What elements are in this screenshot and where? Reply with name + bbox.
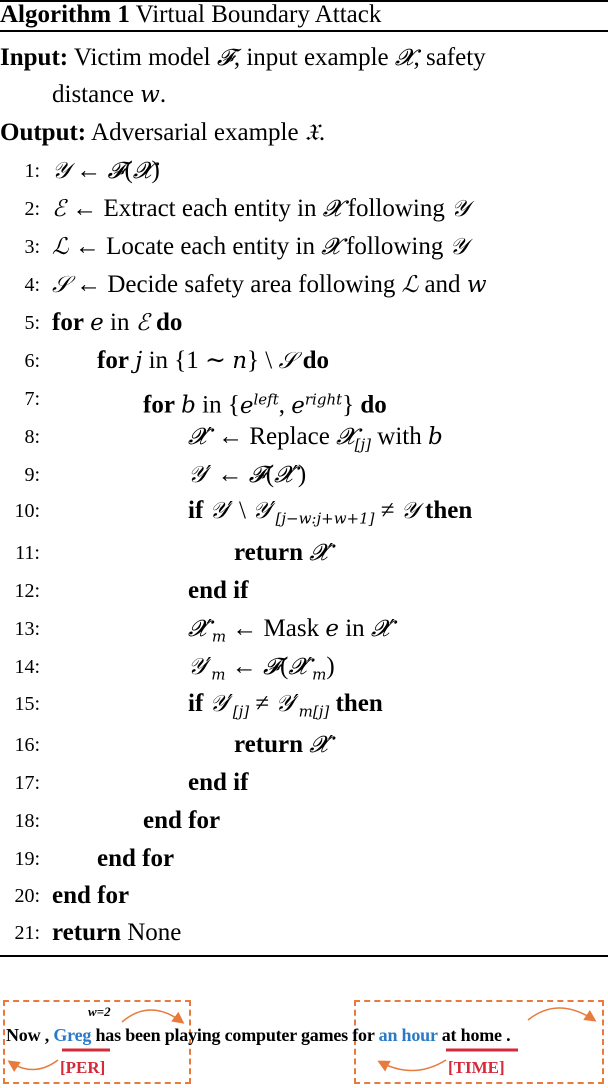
line-number: 4:	[24, 274, 40, 296]
input-text: , input example	[233, 44, 389, 71]
line-number: 11:	[15, 542, 40, 564]
input-text: Victim model	[73, 44, 211, 71]
line-number: 12:	[14, 580, 40, 602]
line-number: 14:	[14, 656, 40, 678]
algorithm-name: Virtual Boundary Attack	[135, 1, 382, 28]
step-text: following	[347, 195, 445, 222]
line-number: 3:	[24, 236, 40, 258]
line-number: 18:	[14, 810, 40, 832]
line-number: 13:	[14, 618, 40, 640]
sentence-token: at home	[441, 1025, 502, 1045]
line-number: 15:	[14, 693, 40, 715]
step-text: and	[424, 271, 461, 298]
sentence-token: Now ,	[6, 1025, 49, 1045]
output-line: Output: Adversarial example 𝔛.	[0, 119, 326, 146]
step-text: Locate each entity in	[106, 233, 316, 260]
line-number: 21:	[14, 922, 40, 944]
left-top-arrow	[122, 1010, 182, 1022]
window-label: w=2	[88, 1004, 111, 1019]
line-number: 2:	[24, 198, 40, 220]
input-text: , safety	[413, 44, 486, 71]
input-line: Input: Victim model 𝓕, input example 𝓧, safety	[0, 44, 486, 71]
sentence-token: has been playing computer games for	[95, 1025, 375, 1045]
output-label: Output:	[0, 119, 87, 146]
left-bottom-arrow	[10, 1060, 58, 1070]
right-bottom-arrow	[380, 1060, 446, 1071]
line-number: 6:	[24, 350, 40, 372]
line-number: 20:	[14, 885, 40, 907]
line-number: 17:	[14, 772, 40, 794]
entity-time: an hour	[378, 1025, 438, 1045]
line-number: 10:	[14, 500, 40, 522]
sentence-period: .	[506, 1025, 511, 1045]
algorithm-label: Algorithm 1	[0, 1, 130, 28]
line-number: 1:	[24, 160, 40, 182]
tag-time: [TIME]	[448, 1058, 505, 1077]
tag-per: [PER]	[60, 1058, 106, 1077]
input-text: distance	[52, 81, 134, 108]
right-top-arrow	[528, 1008, 594, 1020]
line-number: 9:	[24, 464, 40, 486]
step-text: Decide safety area following	[107, 271, 396, 298]
line-number: 19:	[14, 848, 40, 870]
line-number: 16:	[14, 734, 40, 756]
entity-per: Greg	[53, 1025, 92, 1045]
step-text: following	[346, 233, 444, 260]
line-number: 7:	[24, 388, 40, 410]
line-number: 5:	[24, 312, 40, 334]
input-line-cont: distance w.	[52, 81, 167, 108]
input-label: Input:	[0, 44, 69, 71]
output-text: Adversarial example	[91, 119, 299, 146]
line-number: 8:	[24, 426, 40, 448]
step-text: Extract each entity in	[103, 195, 317, 222]
example-sentence	[6, 1025, 510, 1046]
